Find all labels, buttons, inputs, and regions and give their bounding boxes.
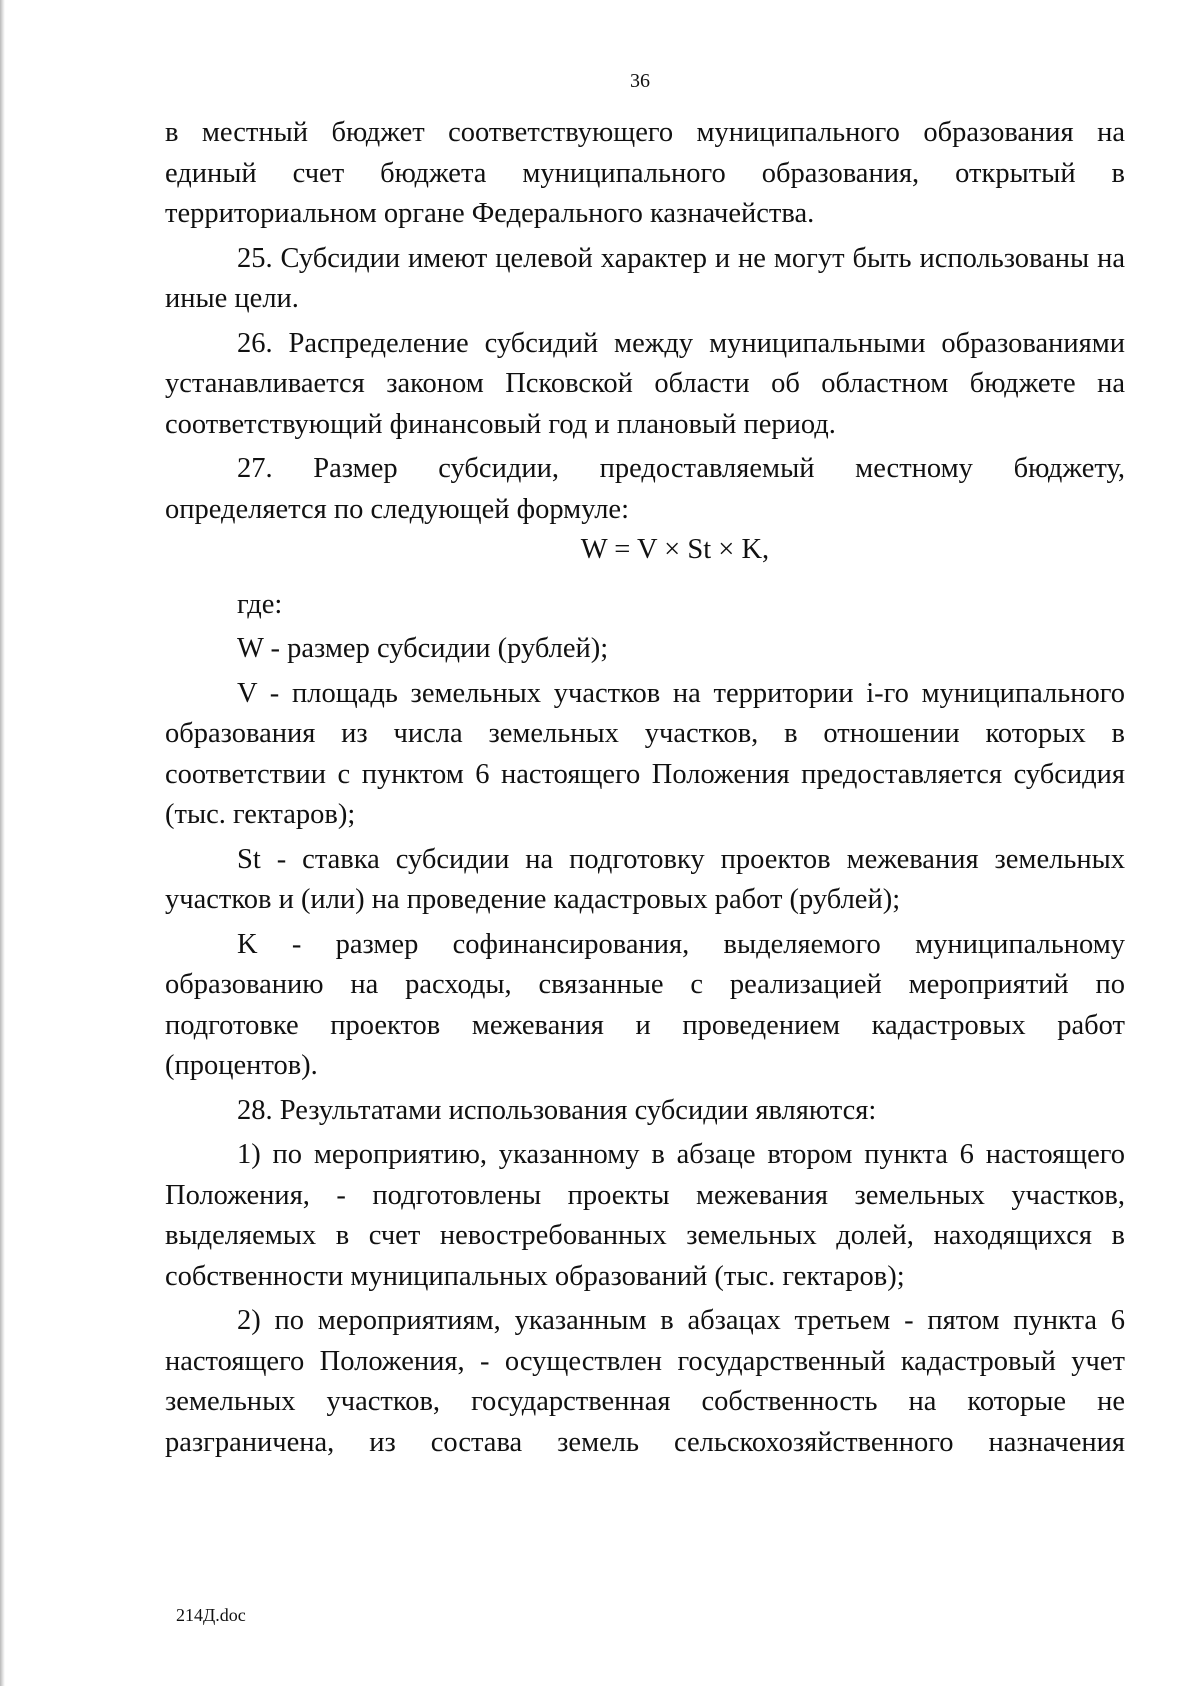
scan-edge bbox=[0, 0, 5, 1686]
result-item-1: 1) по мероприятию, указанному в абзаце втором пункта 6 настоящего Положения, - подготовлены проекты межевания земельных участков, выделяемых в счет невостребованных земельных долей, находящихся в собственности муниципальных образований (тыс. гектаров); bbox=[165, 1139, 1125, 1292]
page-number: 36 bbox=[630, 70, 650, 92]
definition-k: K - размер софинансирования, выделяемого муниципальному образованию на расходы, связанные с реализацией мероприятий по подготовке проектов межевания и проведением кадастровых работ (процентов). bbox=[165, 928, 1125, 1081]
where-label: где: bbox=[237, 588, 283, 620]
paragraph-28: 28. Результатами использования субсидии являются: bbox=[237, 1094, 877, 1126]
paragraph-26: 26. Распределение субсидий между муниципальными образованиями устанавливается законом Псковской области об областном бюджете на соответствующий финансовый год и плановый период. bbox=[165, 327, 1125, 440]
document-body bbox=[165, 113, 1125, 1463]
definition-st: St - ставка субсидии на подготовку проектов межевания земельных участков и (или) на проведение кадастровых работ (рублей); bbox=[165, 843, 1125, 915]
definition-v: V - площадь земельных участков на территории i-го муниципального образования из числа земельных участков, в отношении которых в соответствии с пунктом 6 настоящего Положения предоставляется субсидия (тыс. гектаров); bbox=[165, 677, 1125, 830]
result-item-2: 2) по мероприятиям, указанным в абзацах третьем - пятом пункта 6 настоящего Положения, - осуществлен государственный кадастровый учет земельных участков, государственная собственность на которые не разграничена, из состава земель сельскохозяйственного назначения bbox=[165, 1305, 1125, 1458]
paragraph-27: 27. Размер субсидии, предоставляемый местному бюджету, определяется по следующей формуле: bbox=[165, 453, 1125, 525]
formula: W = V × St × K, bbox=[580, 534, 770, 565]
footer-filename: 214Д.doc bbox=[176, 1605, 246, 1625]
paragraph-budget-transfer: в местный бюджет соответствующего муниципального образования на единый счет бюджета муниципального образования, открытый в территориальном органе Федерального казначейства. bbox=[165, 117, 1125, 229]
paragraph-25: 25. Субсидии имеют целевой характер и не могут быть использованы на иные цели. bbox=[165, 242, 1125, 314]
definition-w: W - размер субсидии (рублей); bbox=[237, 633, 609, 664]
